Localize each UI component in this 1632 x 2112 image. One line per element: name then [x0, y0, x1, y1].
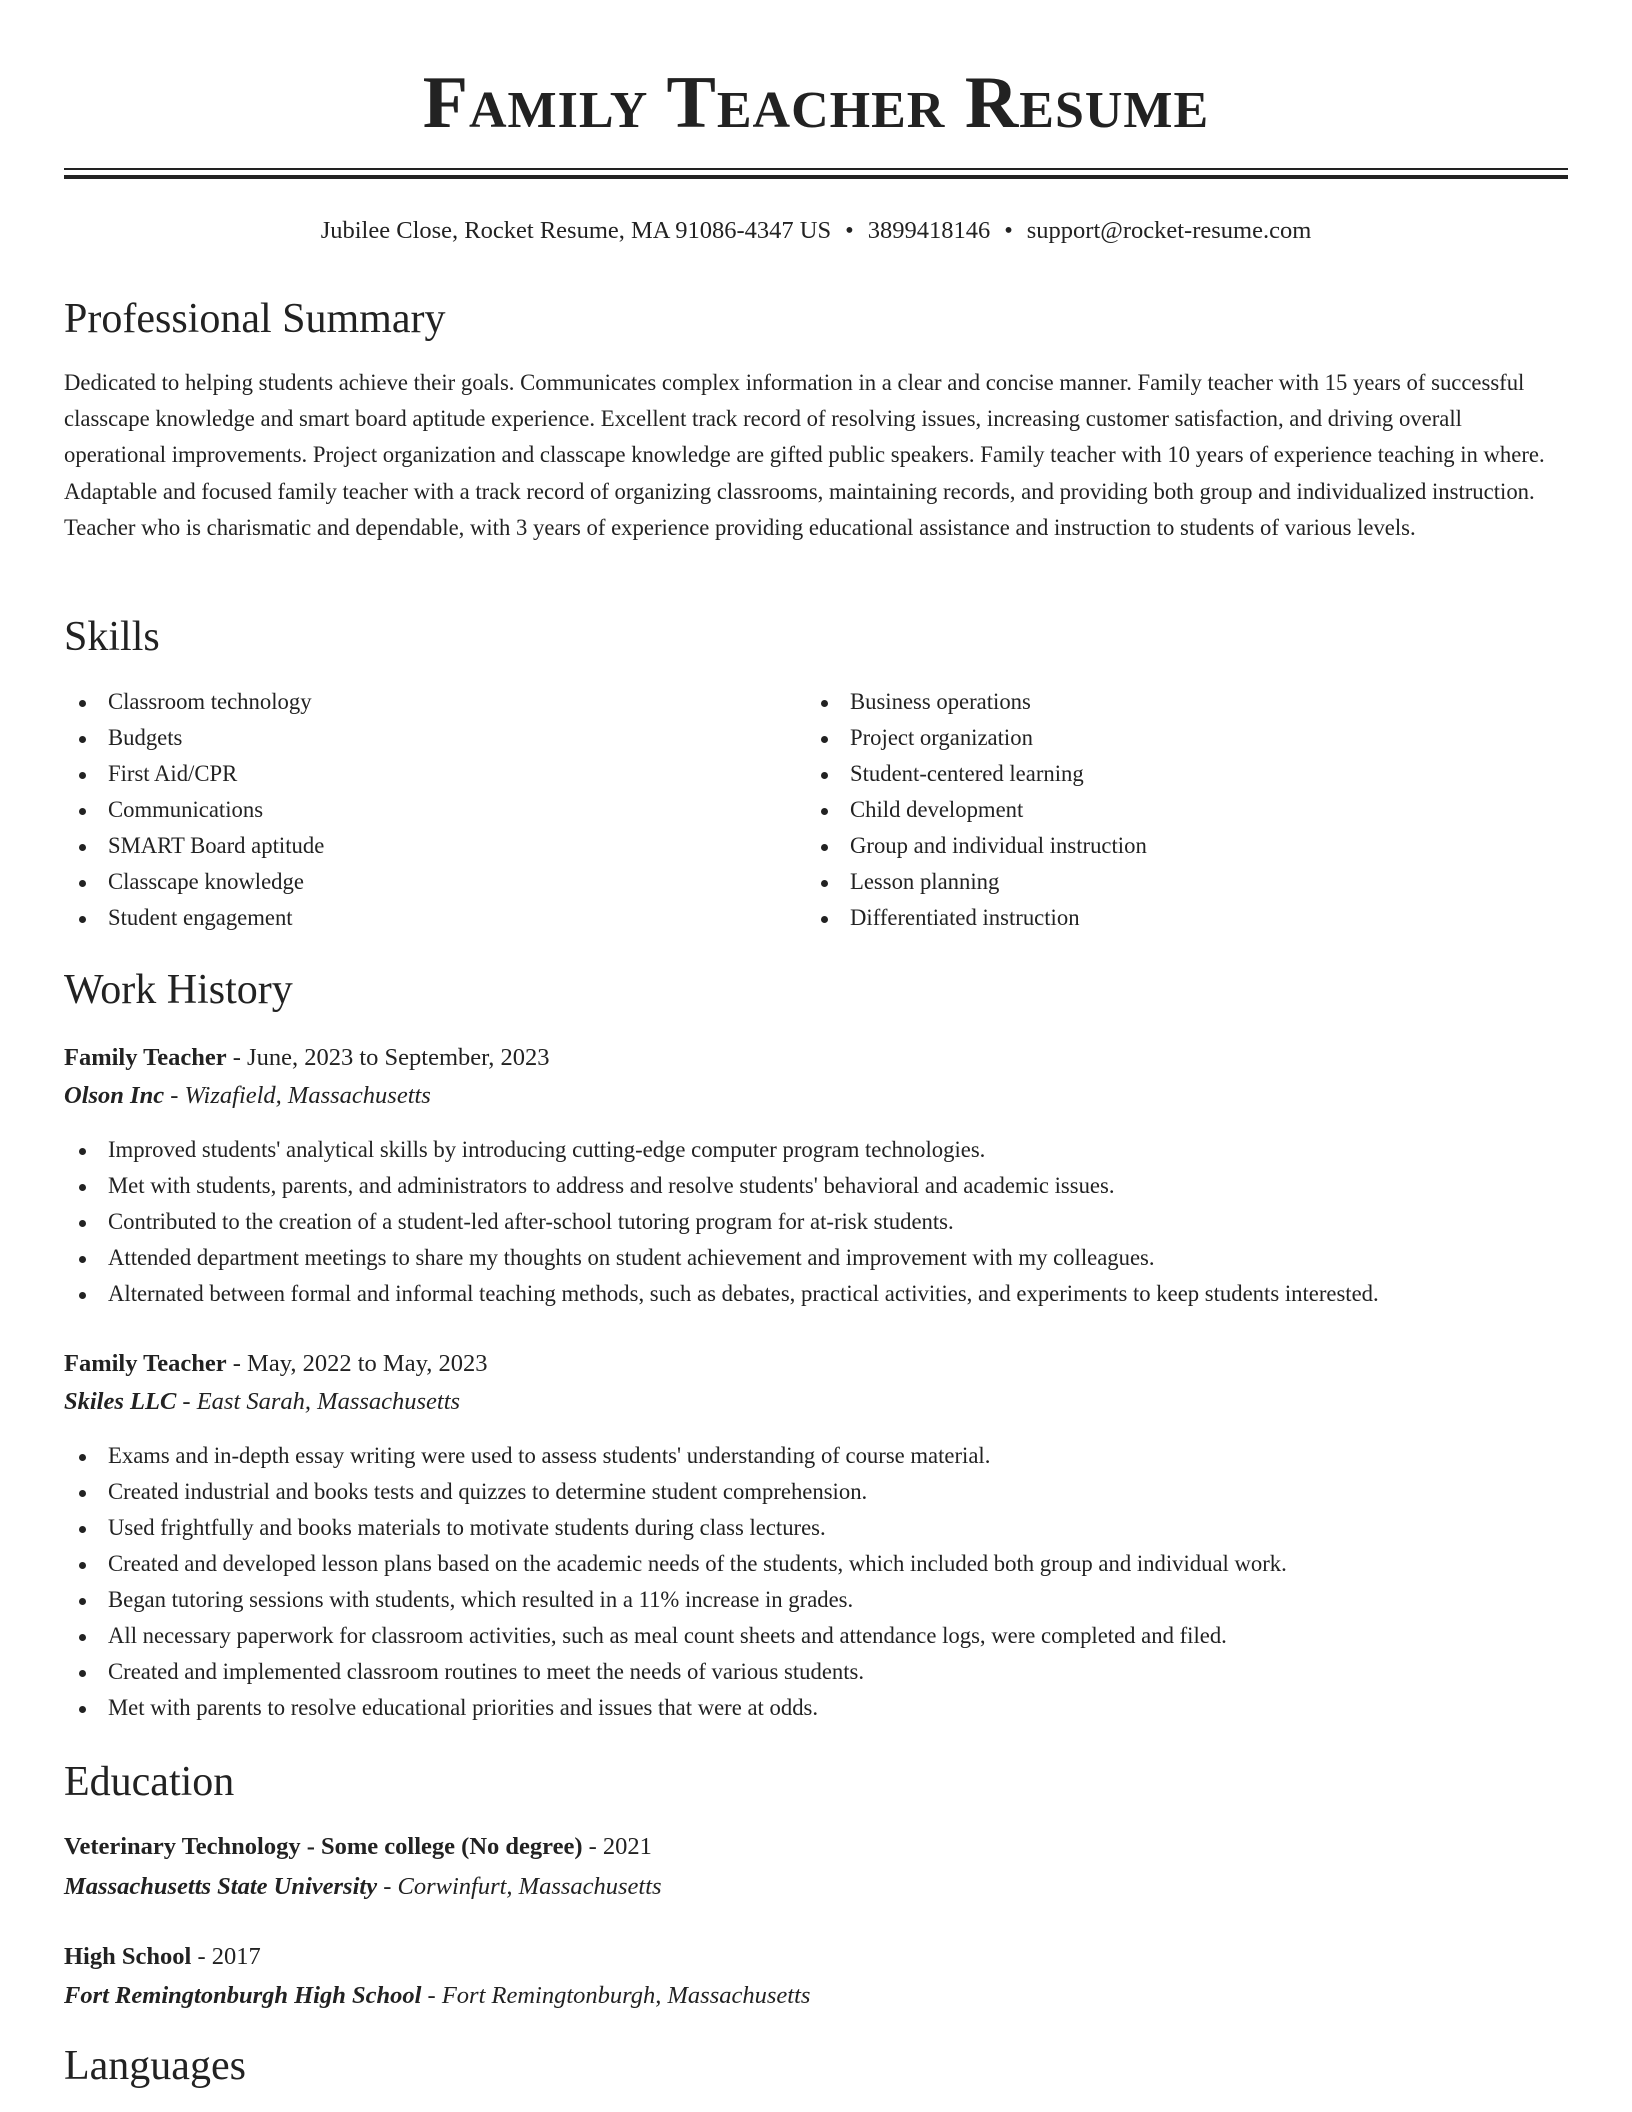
education-school: Massachusetts State University: [64, 1873, 378, 1900]
skill-item: Classroom technology: [64, 684, 764, 720]
contact-address: Jubilee Close, Rocket Resume, MA 91086-4347 US: [320, 217, 832, 244]
education-degree: Veterinary Technology - Some college (No degree): [64, 1833, 583, 1860]
skill-item: First Aid/CPR: [64, 756, 764, 792]
contact-separator: •: [845, 217, 854, 244]
skill-item: Classcape knowledge: [64, 864, 764, 900]
job-duty-item: Used frightfully and books materials to motivate students during class lectures.: [64, 1510, 1568, 1546]
job-duty-item: Alternated between formal and informal teaching methods, such as debates, practical activities, and experiments to keep students interested.: [64, 1276, 1568, 1312]
education-school-line: [64, 1868, 1568, 1906]
skill-item: Student engagement: [64, 900, 764, 936]
job-duties-list: [64, 1132, 1568, 1312]
skill-item: Lesson planning: [806, 864, 1506, 900]
title-divider-thin: [64, 168, 1568, 170]
job-location: - Wizafield, Massachusetts: [164, 1082, 431, 1109]
education-year: - 2017: [191, 1943, 261, 1970]
education-degree-line: [64, 1938, 1568, 1976]
skill-item: Business operations: [806, 684, 1506, 720]
job-title-line: [64, 1039, 1568, 1077]
job-company: Skiles LLC: [64, 1388, 177, 1415]
job-duty-item: Created and implemented classroom routines to meet the needs of various students.: [64, 1654, 1568, 1690]
education-location: - Corwinfurt, Massachusetts: [377, 1873, 662, 1900]
job-duty-item: Created and developed lesson plans based on the academic needs of the students, which included both group and individual work.: [64, 1546, 1568, 1582]
job-company-line: [64, 1383, 1568, 1421]
work-history-heading: Work History: [64, 967, 293, 1013]
job-duty-item: Began tutoring sessions with students, which resulted in a 11% increase in grades.: [64, 1582, 1568, 1618]
education-degree-line: [64, 1828, 1568, 1866]
skills-list-right: [806, 684, 1506, 936]
contact-separator: •: [1004, 217, 1013, 244]
title-divider-thick: [64, 175, 1568, 179]
summary-heading: Professional Summary: [64, 296, 446, 342]
resume-title: Family Teacher Resume: [422, 62, 1210, 144]
education-year: - 2021: [582, 1833, 652, 1860]
skill-item: Child development: [806, 792, 1506, 828]
skill-item: Project organization: [806, 720, 1506, 756]
job-company: Olson Inc: [64, 1082, 165, 1109]
skill-item: SMART Board aptitude: [64, 828, 764, 864]
education-heading: Education: [64, 1759, 235, 1805]
skills-heading: Skills: [64, 614, 160, 660]
skill-item: Communications: [64, 792, 764, 828]
job-duties-list: [64, 1438, 1568, 1726]
job-title: Family Teacher: [64, 1350, 227, 1377]
job-duty-item: Attended department meetings to share my thoughts on student achievement and improvement with my colleagues.: [64, 1240, 1568, 1276]
job-duty-item: Contributed to the creation of a student-led after-school tutoring program for at-risk students.: [64, 1204, 1568, 1240]
job-title: Family Teacher: [64, 1044, 227, 1071]
skill-item: Group and individual instruction: [806, 828, 1506, 864]
contact-phone: 3899418146: [867, 217, 991, 244]
skills-list-left: [64, 684, 764, 936]
job-dates: - June, 2023 to September, 2023: [226, 1044, 550, 1071]
job-location: - East Sarah, Massachusetts: [176, 1388, 461, 1415]
skill-item: Budgets: [64, 720, 764, 756]
skill-item: Differentiated instruction: [806, 900, 1506, 936]
job-duty-item: Met with parents to resolve educational priorities and issues that were at odds.: [64, 1690, 1568, 1726]
contact-email: support@rocket-resume.com: [1026, 217, 1312, 244]
languages-heading: Languages: [64, 2043, 246, 2089]
job-title-line: [64, 1345, 1568, 1383]
job-duty-item: All necessary paperwork for classroom activities, such as meal count sheets and attendance logs, were completed and filed.: [64, 1618, 1568, 1654]
education-location: - Fort Remingtonburgh, Massachusetts: [421, 1982, 811, 2009]
education-degree: High School: [64, 1943, 192, 1970]
education-school-line: [64, 1977, 1568, 2015]
job-duty-item: Improved students' analytical skills by introducing cutting-edge computer program technologies.: [64, 1132, 1568, 1168]
job-duty-item: Created industrial and books tests and quizzes to determine student comprehension.: [64, 1474, 1568, 1510]
education-school: Fort Remingtonburgh High School: [64, 1982, 422, 2009]
job-dates: - May, 2022 to May, 2023: [226, 1350, 488, 1377]
job-duty-item: Exams and in-depth essay writing were used to assess students' understanding of course material.: [64, 1438, 1568, 1474]
skill-item: Student-centered learning: [806, 756, 1506, 792]
contact-line: [64, 213, 1568, 249]
summary-text: Dedicated to helping students achieve their goals. Communicates complex information in a clear and concise manner. Family teacher with 15 years of successful classcape knowledge and smart board aptitude experience. Excellent track record of resolving issues, increasing customer satisfaction, and driving overall operational improvements. Project organization and classcape knowledge are gifted public speakers. Family teacher with 10 years of experience teaching in where. Adaptable and focused family teacher with a track record of organizing classrooms, maintaining records, and providing both group and individualized instruction. Teacher who is charismatic and dependable, with 3 years of experience providing educational assistance and instruction to students of various levels.: [64, 370, 1545, 540]
job-company-line: [64, 1077, 1568, 1115]
job-duty-item: Met with students, parents, and administrators to address and resolve students' behavioral and academic issues.: [64, 1168, 1568, 1204]
